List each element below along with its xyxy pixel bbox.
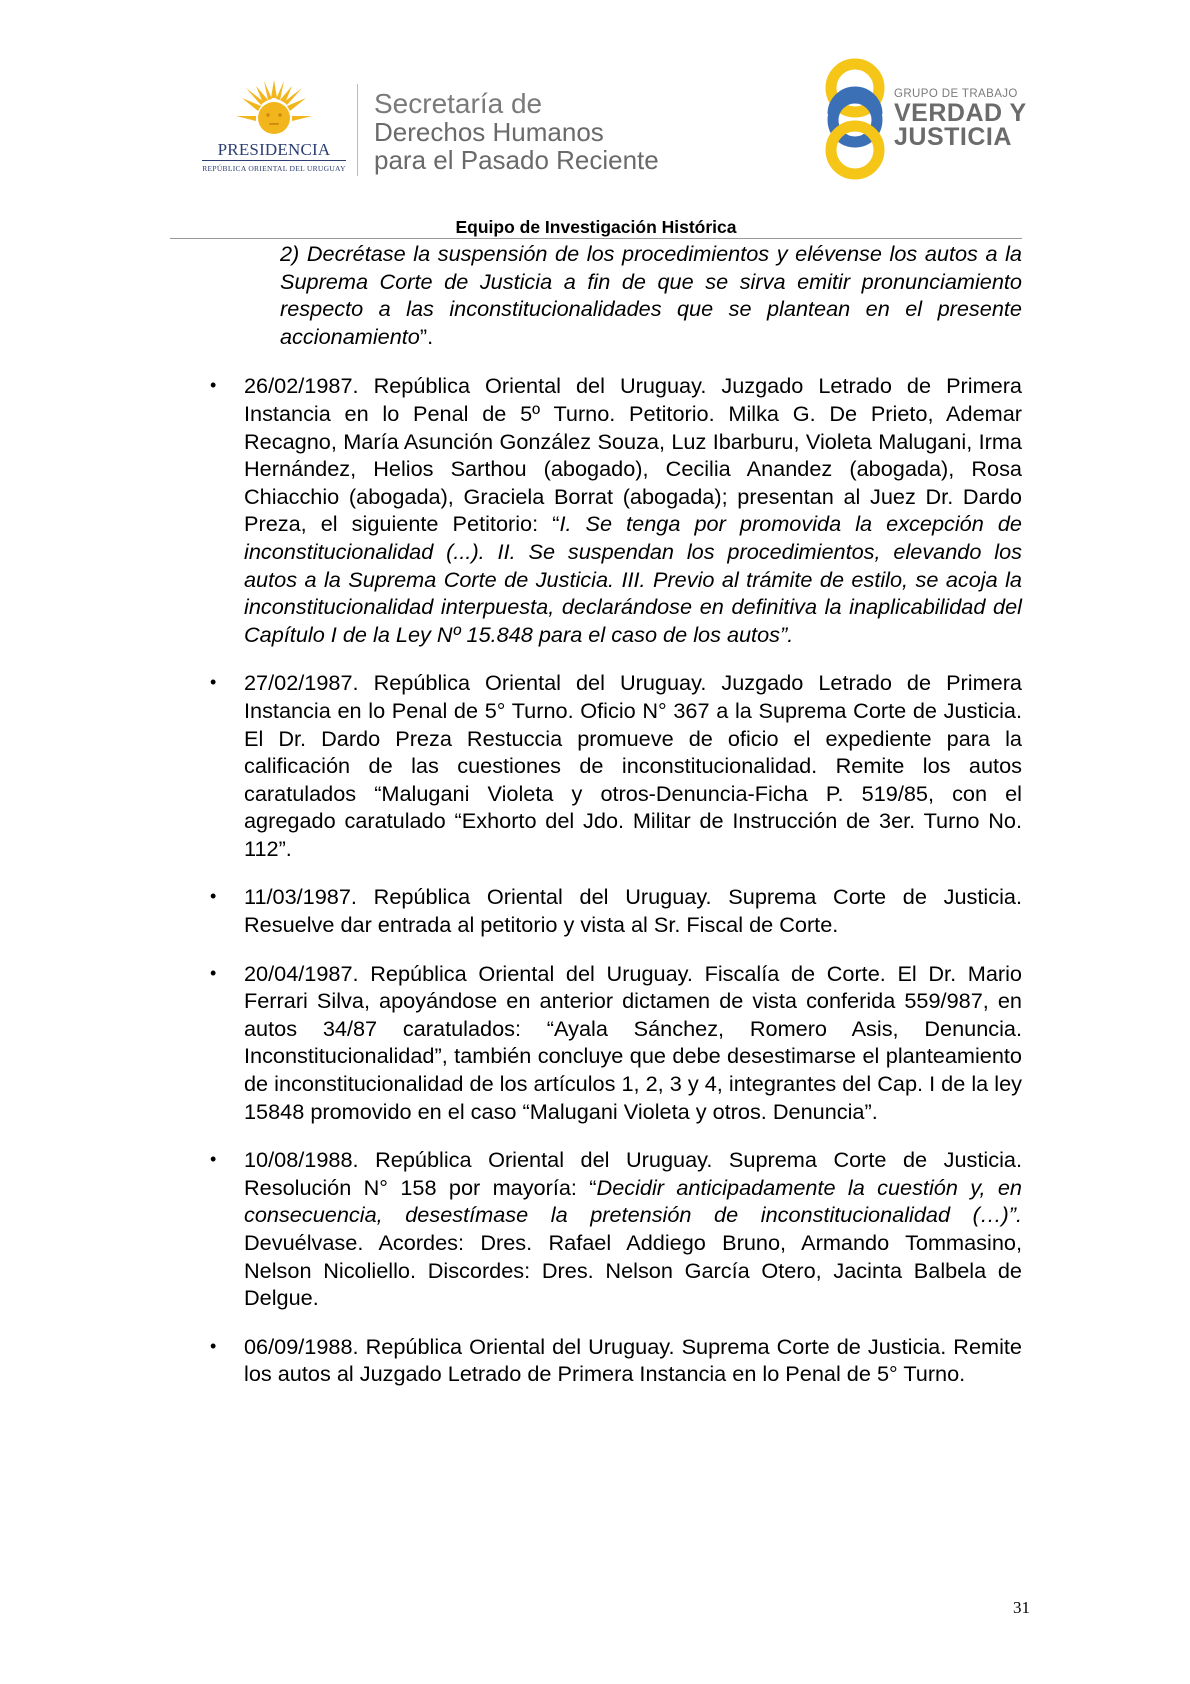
list-item <box>206 669 1022 862</box>
page-number: 31 <box>1013 1598 1030 1617</box>
presidencia-logo <box>196 78 352 178</box>
event-text: 27/02/1987. República Oriental del Uruguay. Juzgado Letrado de Primera Instancia en lo Penal de 5° Turno. Oficio N° 367 a la Suprema Corte de Justicia. El Dr. Dardo Preza Restuccia promueve de oficio el expediente para la calificación de las cuestiones de inconstitucionalidad. Remite los autos caratulados “Malugani Violeta y otros-Denuncia-Ficha P. 519/85, con el agregado caratulado “Exhorto del Jdo. Militar de Instrucción de 3er. Turno No. 112”. <box>244 670 1022 861</box>
secretaria-line-1: Secretaría de <box>374 88 543 119</box>
bullet-icon: • <box>210 375 217 396</box>
list-item <box>206 372 1022 648</box>
secretaria-line-3: para el Pasado Reciente <box>374 145 659 175</box>
interlocked-rings-icon <box>820 56 890 180</box>
event-text: 11/03/1987. República Oriental del Uruguay. Suprema Corte de Justicia. Resuelve dar entrada al petitorio y vista al Sr. Fiscal de Corte. <box>244 884 1022 938</box>
list-item <box>206 1333 1022 1388</box>
presidencia-rule <box>202 160 346 161</box>
presidencia-subtitle: REPÚBLICA ORIENTAL DEL URUGUAY <box>202 164 346 173</box>
secretaria-logo-text <box>374 90 714 174</box>
bullet-icon: • <box>210 1335 217 1356</box>
bullet-icon: • <box>210 1149 217 1170</box>
event-text: 26/02/1987. República Oriental del Uruguay. Juzgado Letrado de Primera Instancia en lo Penal de 5º Turno. Petitorio. Milka G. De Prieto, Ademar Recagno, María Asunción González Souza, Luz Ibarburu, Violeta Malugani, Irma Hernández, Helios Sarthou (abogado), Cecilia Anandez (abogada), Rosa Chiacchio (abogada), Graciela Borrat (abogada); presentan al Juez Dr. Dardo Preza, el siguiente Petitorio: “ <box>244 373 1022 537</box>
grupo-trabajo-label: GRUPO DE TRABAJO <box>894 88 1018 100</box>
quote-tail: ”. <box>419 323 434 349</box>
quoted-resolution <box>280 240 1022 350</box>
header-rule <box>170 238 1022 239</box>
list-item <box>206 883 1022 938</box>
bullet-icon: • <box>210 672 217 693</box>
event-text: 06/09/1988. República Oriental del Uruguay. Suprema Corte de Justicia. Remite los autos al Juzgado Letrado de Primera Instancia en lo Penal de 5° Turno. <box>244 1333 1022 1387</box>
logo-divider <box>357 84 358 176</box>
quote-italic-text: 2) Decrétase la suspensión de los procedimientos y elévense los autos a la Suprema Corte de Justicia a fin de que se sirva emitir pronunciamiento respecto a las inconstitucionalidades que se plantean en el presente accionamiento <box>280 241 1022 349</box>
event-list <box>206 372 1022 1388</box>
event-text: 20/04/1987. República Oriental del Uruguay. Fiscalía de Corte. El Dr. Mario Ferrari Silva, apoyándose en anterior dictamen de vista conferida 559/987, en autos 34/87 caratulados: “Ayala Sánchez, Romero Asis, Denuncia. Inconstitucionalidad”, también concluye que debe desestimarse el planteamiento de inconstitucionalidad de los artículos 1, 2, 3 y 4, integrantes del Cap. I de la ley 15848 promovido en el caso “Malugani Violeta y otros. Denuncia”. <box>244 960 1022 1124</box>
list-item <box>206 1146 1022 1312</box>
bullet-icon: • <box>210 886 217 907</box>
document-body <box>206 240 1022 1409</box>
list-item <box>206 960 1022 1126</box>
event-italic: Decidir anticipadamente la cuestión y, en consecuencia, desestímase la pretensión de inconstitucionalidad (…)”. <box>244 1174 1022 1228</box>
sun-emblem-icon <box>234 78 314 136</box>
verdad-justicia-logo <box>820 56 1030 180</box>
secretaria-line-2: Derechos Humanos <box>374 117 604 147</box>
presidencia-name: PRESIDENCIA <box>217 140 331 159</box>
justicia-label: JUSTICIA <box>894 123 1012 151</box>
team-title: Equipo de Investigación Histórica <box>455 217 737 237</box>
event-italic: I. Se tenga por promovida la excepción de inconstitucionalidad (...). II. Se suspendan los procedimientos, elevando los autos a la Suprema Corte de Justicia. III. Previo al trámite de estilo, se acoja la inconstitucionalidad interpuesta, declarándose en definitiva la inaplicabilidad del Capítulo I de la Ley Nº 15.848 para el caso de los autos”. <box>244 511 1022 647</box>
event-tail: Devuélvase. Acordes: Dres. Rafael Addiego Bruno, Armando Tommasino, Nelson Nicoliello. Discordes: Dres. Nelson García Otero, Jacinta Balbela de Delgue. <box>244 1230 1022 1311</box>
verdad-label: VERDAD Y <box>894 99 1027 127</box>
bullet-icon: • <box>210 962 217 983</box>
event-text: 10/08/1988. República Oriental del Uruguay. Suprema Corte de Justicia. Resolución N° 158 por mayoría: “ <box>244 1147 1022 1200</box>
